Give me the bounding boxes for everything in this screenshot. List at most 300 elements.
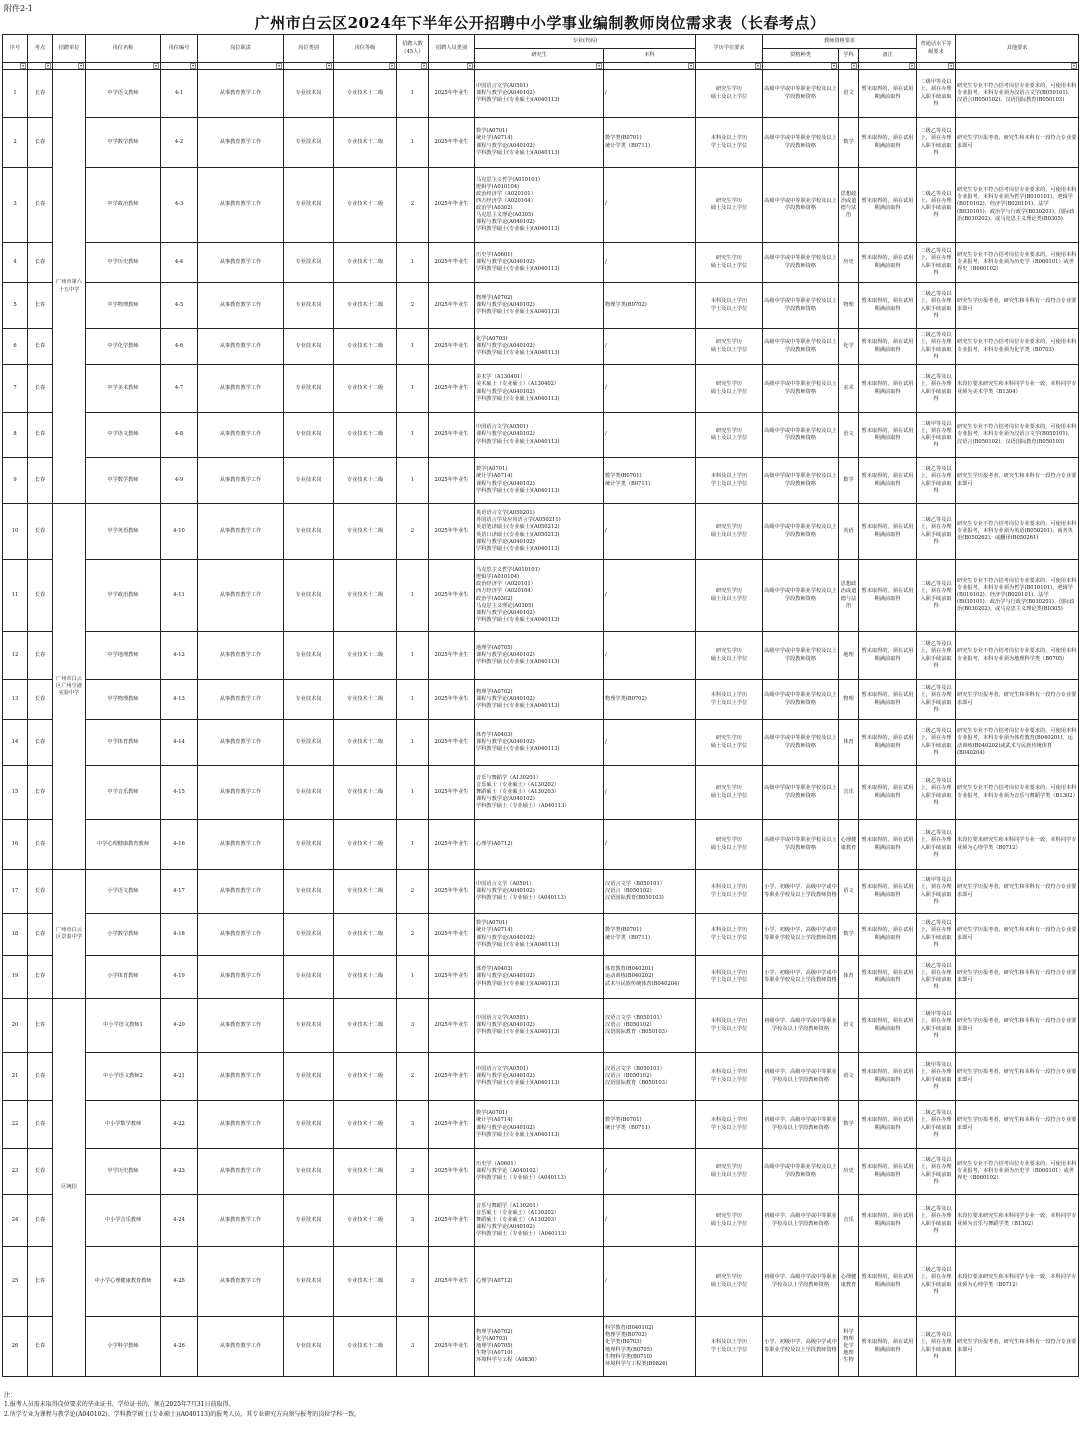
table-row	[3, 1195, 1079, 1247]
post-code: 4-13	[161, 680, 198, 720]
post-code: 4-6	[161, 329, 198, 365]
post-grade: 专业技术十二级	[334, 413, 397, 458]
exam-site: 长春	[28, 720, 53, 766]
mandarin-level: 二级乙等及以上，须在办理入职手续前取得	[917, 1247, 956, 1317]
hire-count: 2	[397, 870, 429, 914]
filter-dropdown-icon[interactable]: ▾	[689, 63, 692, 68]
footnotes	[4, 1391, 360, 1419]
qualification-remarks: 暂未取得的，须在试用期满前取得	[859, 1317, 917, 1377]
qualification-type: 高级中学或中等职业学校及以上学段教师资格	[763, 168, 839, 243]
education-requirement: 研究生学历 硕士及以上学位	[696, 632, 763, 680]
header-unit: 招聘单位	[53, 35, 86, 63]
post-type: 专业技术岗	[284, 1317, 334, 1377]
undergraduate-majors: /	[604, 766, 696, 820]
graduate-majors: 物理学(A0702) 课程与教学论(A040102) 学科教学硕士(专业硕士)(A040113)	[475, 680, 604, 720]
post-type: 专业技术岗	[284, 956, 334, 999]
row-number: 19	[3, 956, 28, 999]
post-duty: 从事教育教学工作	[198, 118, 284, 168]
post-duty: 从事教育教学工作	[198, 168, 284, 243]
hire-count: 1	[397, 560, 429, 632]
filter-dropdown-icon[interactable]: ▾	[422, 63, 425, 68]
table-row	[3, 118, 1079, 168]
footnote: 注：	[4, 1392, 17, 1399]
row-number: 17	[3, 870, 28, 914]
row-number: 16	[3, 820, 28, 870]
post-name: 小学语文教师	[86, 870, 161, 914]
graduate-majors: 数学(A0701) 统计学(A0714) 课程与教学论(A040102) 学科教学硕士(专业硕士)(A040113)	[475, 458, 604, 504]
qualification-type: 小学、初级中学、高级中学或中等职业学校及以上学段教师资格	[763, 956, 839, 999]
post-type: 专业技术岗	[284, 118, 334, 168]
other-requirements: 未段位要求研究生和本科同学专业一致，本科同学专业须为音乐与舞蹈学类（B1302）	[956, 1195, 1079, 1247]
undergraduate-majors: 物理学类(B0702)	[604, 283, 696, 329]
header-qualification-type: 资格种类	[763, 49, 839, 63]
undergraduate-majors: /	[604, 1195, 696, 1247]
post-grade: 专业技术十二级	[334, 1317, 397, 1377]
row-number: 25	[3, 1247, 28, 1317]
qualification-subject: 思想政治或道德与法治	[839, 168, 859, 243]
filter-dropdown-icon[interactable]: ▾	[756, 63, 759, 68]
post-grade: 专业技术十二级	[334, 632, 397, 680]
qualification-subject: 体育	[839, 720, 859, 766]
filter-cell	[334, 63, 397, 70]
mandarin-level: 二级乙等及以上，须在办理入职手续前取得	[917, 820, 956, 870]
other-requirements: 研究生专业不符合招考岗位专业要求的，可使用本科专业报考，本科专业须为地理科学类（B0705）	[956, 632, 1079, 680]
hire-category: 2025年毕业生	[429, 720, 475, 766]
filter-dropdown-icon[interactable]: ▾	[468, 63, 471, 68]
hire-count: 2	[397, 504, 429, 560]
hire-category: 2025年毕业生	[429, 870, 475, 914]
qualification-subject: 历史	[839, 1149, 859, 1195]
row-number: 14	[3, 720, 28, 766]
post-grade: 专业技术十二级	[334, 365, 397, 413]
post-grade: 专业技术十二级	[334, 1149, 397, 1195]
page-title: 广州市白云区2024年下半年公开招聘中小学事业编制教师岗位需求表（长春考点）	[254, 14, 826, 32]
other-requirements: 未段位要求研究生和本科同学专业一致，本科同学专业须为美术学类（B1304）	[956, 365, 1079, 413]
post-duty: 从事教育教学工作	[198, 870, 284, 914]
post-name: 中学物理教师	[86, 283, 161, 329]
other-requirements: 研究生学历报考者，研究生和本科有一段符合专业要求即可	[956, 999, 1079, 1053]
qualification-remarks: 暂未取得的，须在试用期满前取得	[859, 632, 917, 680]
post-code: 4-10	[161, 504, 198, 560]
other-requirements: 研究生专业不符合招考岗位专业要求的，可使用本科专业报考，本科专业须为体育教育(B040201)、运动训练(B040202)或武术与民族传统体育(B040204)	[956, 720, 1079, 766]
mandarin-level: 二级乙等及以上，须在办理入职手续前取得	[917, 956, 956, 999]
table-row	[3, 70, 1079, 118]
post-grade: 专业技术十二级	[334, 820, 397, 870]
filter-dropdown-icon[interactable]: ▾	[1073, 63, 1076, 68]
hire-count: 1	[397, 956, 429, 999]
header-major: 专业(代码)	[475, 35, 696, 49]
post-duty: 从事教育教学工作	[198, 680, 284, 720]
mandarin-level: 二级乙等及以上，须在办理入职手续前取得	[917, 1195, 956, 1247]
post-type: 专业技术岗	[284, 365, 334, 413]
graduate-majors: 历史学（A0601） 课程与教学论（A040102） 学科教学硕士（专业硕士）(A040113)	[475, 1149, 604, 1195]
hire-count: 3	[397, 999, 429, 1053]
hire-category: 2025年毕业生	[429, 243, 475, 283]
post-code: 4-25	[161, 1247, 198, 1317]
post-type: 专业技术岗	[284, 999, 334, 1053]
graduate-majors: 英语语言文学(A050201) 外国语言学及应用语言学(A050211) 英语笔译硕士(专业硕士)(A050212) 英语口译硕士(专业硕士)(A050213) 课程与教学论(A040102) 学科教学硕士(专业硕士)(A040113)	[475, 504, 604, 560]
table-row	[3, 720, 1079, 766]
hire-count: 2	[397, 1053, 429, 1101]
filter-dropdown-icon[interactable]: ▾	[191, 63, 194, 68]
post-name: 中学政治教师	[86, 168, 161, 243]
post-type: 专业技术岗	[284, 1053, 334, 1101]
filter-dropdown-icon[interactable]: ▾	[390, 63, 393, 68]
filter-dropdown-icon[interactable]: ▾	[327, 63, 330, 68]
post-grade: 专业技术十二级	[334, 1053, 397, 1101]
education-requirement: 研究生学历 硕士及以上学位	[696, 1149, 763, 1195]
exam-site: 长春	[28, 1317, 53, 1377]
table-row	[3, 1053, 1079, 1101]
post-duty: 从事教育教学工作	[198, 560, 284, 632]
hire-count: 3	[397, 1195, 429, 1247]
hire-count: 1	[397, 766, 429, 820]
post-type: 专业技术岗	[284, 458, 334, 504]
graduate-majors: 美术学（A130401） 美术硕士（专业硕士）（A130402） 课程与教学论(A040102) 学科教学硕士(专业硕士)(A040113)	[475, 365, 604, 413]
filter-cell	[397, 63, 429, 70]
graduate-majors: 心理学(A0712)	[475, 820, 604, 870]
graduate-majors: 体育学(A0403) 课程与教学论(A040102) 学科教学硕士(专业硕士)(A040113)	[475, 956, 604, 999]
post-code: 4-4	[161, 243, 198, 283]
table-row	[3, 329, 1079, 365]
other-requirements: 研究生专业不符合招考岗位专业要求的，可使用本科专业报考，本科专业须为历史学（B060101）或世界史（B060102）	[956, 1149, 1079, 1195]
filter-cell	[475, 63, 604, 70]
hire-count: 1	[397, 720, 429, 766]
qualification-remarks: 暂未取得的，须在试用期满前取得	[859, 413, 917, 458]
other-requirements: 未段位要求研究生和本科同学专业一致，本科同学专业须为心理学类（B0712）	[956, 1247, 1079, 1317]
education-requirement: 本科及以上学历 学士及以上学位	[696, 283, 763, 329]
mandarin-level: 二级乙等及以上，须在办理入职手续前取得	[917, 1149, 956, 1195]
qualification-subject: 心理健康教育	[839, 1247, 859, 1317]
hire-count: 1	[397, 413, 429, 458]
qualification-type: 初级中学、高级中学或中等职业学校及以上学段教师资格	[763, 1053, 839, 1101]
qualification-type: 高级中学或中等职业学校及以上学段教师资格	[763, 329, 839, 365]
other-requirements: 研究生学历报考者，研究生和本科有一段符合专业要求即可	[956, 283, 1079, 329]
post-name: 中学历史教师	[86, 1149, 161, 1195]
post-grade: 专业技术十二级	[334, 329, 397, 365]
post-duty: 从事教育教学工作	[198, 1247, 284, 1317]
qualification-remarks: 暂未取得的，须在试用期满前取得	[859, 243, 917, 283]
post-code: 4-23	[161, 1149, 198, 1195]
row-number: 12	[3, 632, 28, 680]
qualification-type: 初级中学、高级中学或中等职业学校及以上学段教师资格	[763, 1195, 839, 1247]
filter-dropdown-icon[interactable]: ▾	[911, 63, 914, 68]
post-name: 中小学心理健康教育教师	[86, 1247, 161, 1317]
qualification-type: 高级中学或中等职业学校及以上学段教师资格	[763, 365, 839, 413]
header-edu: 学历学位要求	[696, 35, 763, 63]
post-duty: 从事教育教学工作	[198, 413, 284, 458]
qualification-type: 高级中学或中等职业学校及以上学段教师资格	[763, 458, 839, 504]
qualification-type: 小学、初级中学、高级中学或中等职业学校及以上学段教师资格	[763, 1317, 839, 1377]
post-type: 专业技术岗	[284, 1247, 334, 1317]
education-requirement: 研究生学历 硕士及以上学位	[696, 70, 763, 118]
qualification-subject: 化学	[839, 329, 859, 365]
post-name: 中学英语教师	[86, 504, 161, 560]
qualification-remarks: 暂未取得的，须在试用期满前取得	[859, 1195, 917, 1247]
post-grade: 专业技术十二级	[334, 914, 397, 956]
exam-site: 长春	[28, 283, 53, 329]
exam-site: 长春	[28, 365, 53, 413]
qualification-subject: 语文	[839, 413, 859, 458]
footnote: 2.所学专业为课程与教学论(A040102)、学科教学硕士(专业硕士)(A040113)的报考人员，其专业研究方向须与报考的岗位学科一致。	[4, 1410, 361, 1418]
undergraduate-majors: 汉语言文学（B050101） 汉语言（B050102） 汉语国际教育（B050103）	[604, 1053, 696, 1101]
table-row	[3, 999, 1079, 1053]
exam-site: 长春	[28, 956, 53, 999]
exam-site: 长春	[28, 680, 53, 720]
post-code: 4-11	[161, 560, 198, 632]
education-requirement: 本科及以上学历 学士及以上学位	[696, 1317, 763, 1377]
mandarin-level: 二级甲等及以上，须在办理入职手续前取得	[917, 870, 956, 914]
filter-dropdown-icon[interactable]: ▾	[21, 63, 24, 68]
qualification-remarks: 暂未取得的，须在试用期满前取得	[859, 1149, 917, 1195]
post-type: 专业技术岗	[284, 914, 334, 956]
post-code: 4-1	[161, 70, 198, 118]
filter-cell	[429, 63, 475, 70]
qualification-remarks: 暂未取得的，须在试用期满前取得	[859, 365, 917, 413]
qualification-remarks: 暂未取得的，须在试用期满前取得	[859, 870, 917, 914]
mandarin-level: 二级乙等及以上，须在办理入职手续前取得	[917, 168, 956, 243]
table-row	[3, 168, 1079, 243]
post-grade: 专业技术十二级	[334, 283, 397, 329]
post-name: 中学物理教师	[86, 680, 161, 720]
qualification-remarks: 暂未取得的，须在试用期满前取得	[859, 999, 917, 1053]
table-row	[3, 413, 1079, 458]
exam-site: 长春	[28, 560, 53, 632]
header-other: 其他要求	[956, 35, 1079, 63]
education-requirement: 研究生学历 硕士及以上学位	[696, 329, 763, 365]
qualification-remarks: 暂未取得的，须在试用期满前取得	[859, 70, 917, 118]
education-requirement: 本科及以上学历 学士及以上学位	[696, 956, 763, 999]
filter-dropdown-icon[interactable]: ▾	[852, 63, 855, 68]
filter-dropdown-icon[interactable]: ▾	[277, 63, 280, 68]
table-row	[3, 632, 1079, 680]
qualification-subject: 数学	[839, 1101, 859, 1149]
post-code: 4-5	[161, 283, 198, 329]
row-number: 9	[3, 458, 28, 504]
post-grade: 专业技术十二级	[334, 720, 397, 766]
row-number: 4	[3, 243, 28, 283]
table-row	[3, 956, 1079, 999]
hire-category: 2025年毕业生	[429, 914, 475, 956]
post-grade: 专业技术十二级	[334, 118, 397, 168]
post-duty: 从事教育教学工作	[198, 820, 284, 870]
hire-count: 1	[397, 820, 429, 870]
education-requirement: 研究生学历 硕士及以上学位	[696, 560, 763, 632]
other-requirements: 研究生专业不符合招考岗位专业要求的，可使用本科专业报考，本科专业须为汉语言文学(B050101)、汉语言(B050102)、汉语国际教育(B050103)	[956, 413, 1079, 458]
qualification-type: 小学、初级中学、高级中学或中等职业学校及以上学段教师资格	[763, 914, 839, 956]
hire-count: 1	[397, 243, 429, 283]
post-name: 中小学音乐教师	[86, 1195, 161, 1247]
other-requirements: 研究生专业不符合招考岗位专业要求的，可使用本科专业报考，本科专业须为化学类（B0703)	[956, 329, 1079, 365]
post-duty: 从事教育教学工作	[198, 458, 284, 504]
filter-dropdown-icon[interactable]: ▾	[79, 63, 82, 68]
filter-dropdown-icon[interactable]: ▾	[832, 63, 835, 68]
mandarin-level: 二级乙等及以上，须在办理入职手续前取得	[917, 632, 956, 680]
post-code: 4-17	[161, 870, 198, 914]
row-number: 21	[3, 1053, 28, 1101]
table-row	[3, 680, 1079, 720]
post-code: 4-7	[161, 365, 198, 413]
other-requirements: 未段位要求研究生和本科同学专业一致，本科同学专业须为心理学类（B0712）	[956, 820, 1079, 870]
qualification-type: 高级中学或中等职业学校及以上学段教师资格	[763, 560, 839, 632]
row-number: 6	[3, 329, 28, 365]
table-row	[3, 766, 1079, 820]
post-code: 4-21	[161, 1053, 198, 1101]
filter-cell	[763, 63, 839, 70]
qualification-subject: 数学	[839, 118, 859, 168]
qualification-subject: 物理	[839, 680, 859, 720]
education-requirement: 本科及以上学历 学士及以上学位	[696, 118, 763, 168]
post-duty: 从事教育教学工作	[198, 283, 284, 329]
table-row	[3, 243, 1079, 283]
education-requirement: 本科及以上学历 学士及以上学位	[696, 458, 763, 504]
post-duty: 从事教育教学工作	[198, 1195, 284, 1247]
post-duty: 从事教育教学工作	[198, 632, 284, 680]
mandarin-level: 二级乙等及以上，须在办理入职手续前取得	[917, 720, 956, 766]
undergraduate-majors: /	[604, 1247, 696, 1317]
qualification-type: 高级中学或中等职业学校及以上学段教师资格	[763, 243, 839, 283]
graduate-majors: 中国语言文学（A0501） 课程与教学论(A040102) 学科教学硕士（专业硕士）(A040113)	[475, 870, 604, 914]
hire-category: 2025年毕业生	[429, 1317, 475, 1377]
post-name: 中学心理健康教育教师	[86, 820, 161, 870]
post-type: 专业技术岗	[284, 870, 334, 914]
filter-cell	[956, 63, 1079, 70]
filter-dropdown-icon[interactable]: ▾	[950, 63, 953, 68]
table-row	[3, 820, 1079, 870]
filter-cell	[284, 63, 334, 70]
hire-category: 2025年毕业生	[429, 365, 475, 413]
header-code: 岗位编号	[161, 35, 198, 63]
post-code: 4-26	[161, 1317, 198, 1377]
filter-cell	[917, 63, 956, 70]
row-number: 13	[3, 680, 28, 720]
other-requirements: 研究生学历报考者，研究生和本科有一段符合专业要求即可	[956, 118, 1079, 168]
undergraduate-majors: 数学类(B0701) 统计学类（B0711)	[604, 118, 696, 168]
qualification-type: 高级中学或中等职业学校及以上学段教师资格	[763, 283, 839, 329]
post-type: 专业技术岗	[284, 283, 334, 329]
mandarin-level: 二级乙等及以上，须在办理入职手续前取得	[917, 680, 956, 720]
filter-dropdown-icon[interactable]: ▾	[154, 63, 157, 68]
mandarin-level: 二级甲等及以上，须在办理入职手续前取得	[917, 70, 956, 118]
education-requirement: 研究生学历 硕士及以上学位	[696, 365, 763, 413]
qualification-subject: 历史	[839, 243, 859, 283]
qualification-remarks: 暂未取得的，须在试用期满前取得	[859, 458, 917, 504]
undergraduate-majors: /	[604, 70, 696, 118]
table-row	[3, 458, 1079, 504]
education-requirement: 本科及以上学历 学士及以上学位	[696, 870, 763, 914]
undergraduate-majors: /	[604, 365, 696, 413]
graduate-majors: 心理学(A0712)	[475, 1247, 604, 1317]
hire-count: 1	[397, 70, 429, 118]
post-grade: 专业技术十二级	[334, 168, 397, 243]
row-number: 1	[3, 70, 28, 118]
hire-category: 2025年毕业生	[429, 413, 475, 458]
hire-category: 2025年毕业生	[429, 999, 475, 1053]
hire-count: 1	[397, 680, 429, 720]
post-grade: 专业技术十二级	[334, 504, 397, 560]
header-subject: 学科	[839, 49, 859, 63]
other-requirements: 研究生专业不符合招考岗位专业要求的，可使用本科专业报考，本科专业须为哲学(B010101)、逻辑学(B010102)、经济学(B020101)、法学(B030101)、政治学与行政学(B030201)、国际政治(B030202)、或马克思主义理论类(B0305)	[956, 168, 1079, 243]
undergraduate-majors: 数学类(B0701) 统计学类（B0711)	[604, 914, 696, 956]
graduate-majors: 音乐与舞蹈学（A130201） 音乐硕士（专业硕士）（A130202） 舞蹈硕士（专业硕士）（A130203） 课程与教学论(A040102) 学科教学硕士（专业硕士）（A040113）	[475, 766, 604, 820]
qualification-remarks: 暂未取得的，须在试用期满前取得	[859, 560, 917, 632]
mandarin-level: 二级乙等及以上，须在办理入职手续前取得	[917, 365, 956, 413]
undergraduate-majors: /	[604, 632, 696, 680]
undergraduate-majors: /	[604, 1149, 696, 1195]
filter-dropdown-icon[interactable]: ▾	[597, 63, 600, 68]
hire-category: 2025年毕业生	[429, 1053, 475, 1101]
post-duty: 从事教育教学工作	[198, 999, 284, 1053]
graduate-majors: 中国语言文学(A0501) 课程与教学论(A040102) 学科教学硕士(专业硕士)(A040113)	[475, 413, 604, 458]
post-name: 中学数学教师	[86, 118, 161, 168]
exam-site: 长春	[28, 168, 53, 243]
mandarin-level: 二级乙等及以上，须在办理入职手续前取得	[917, 329, 956, 365]
qualification-type: 高级中学或中等职业学校及以上学段教师资格	[763, 766, 839, 820]
post-grade: 专业技术十二级	[334, 458, 397, 504]
undergraduate-majors: /	[604, 560, 696, 632]
undergraduate-majors: 汉语言文学（B050101） 汉语言（B050102） 汉语国际教育（B050103）	[604, 999, 696, 1053]
row-number: 24	[3, 1195, 28, 1247]
post-grade: 专业技术十二级	[334, 956, 397, 999]
post-name: 中学音乐教师	[86, 766, 161, 820]
table-row	[3, 365, 1079, 413]
exam-site: 长春	[28, 413, 53, 458]
mandarin-level: 二级甲等及以上，须在办理入职手续前取得	[917, 1053, 956, 1101]
qualification-remarks: 暂未取得的，须在试用期满前取得	[859, 956, 917, 999]
table-row	[3, 560, 1079, 632]
post-type: 专业技术岗	[284, 243, 334, 283]
qualification-subject: 体育	[839, 956, 859, 999]
table-row	[3, 504, 1079, 560]
education-requirement: 研究生学历 硕士及以上学位	[696, 168, 763, 243]
post-code: 4-24	[161, 1195, 198, 1247]
exam-site: 长春	[28, 999, 53, 1053]
qualification-type: 高级中学或中等职业学校及以上学段教师资格	[763, 1149, 839, 1195]
post-type: 专业技术岗	[284, 413, 334, 458]
exam-site: 长春	[28, 632, 53, 680]
post-duty: 从事教育教学工作	[198, 70, 284, 118]
post-grade: 专业技术十二级	[334, 1101, 397, 1149]
filter-dropdown-icon[interactable]: ▾	[46, 63, 49, 68]
other-requirements: 研究生学历报考者，研究生和本科有一段符合专业要求即可	[956, 1317, 1079, 1377]
qualification-type: 初级中学、高级中学或中等职业学校及以上学段教师资格	[763, 1101, 839, 1149]
education-requirement: 本科及以上学历 学士及以上学位	[696, 999, 763, 1053]
row-number: 10	[3, 504, 28, 560]
exam-site: 长春	[28, 1053, 53, 1101]
undergraduate-majors: /	[604, 168, 696, 243]
graduate-majors: 数学(A0701) 统计学(A0714) 课程与教学论(A040102) 学科教学硕士(专业硕士)(A040113)	[475, 914, 604, 956]
post-name: 中学美术教师	[86, 365, 161, 413]
hire-category: 2025年毕业生	[429, 329, 475, 365]
post-code: 4-19	[161, 956, 198, 999]
graduate-majors: 物理学(A0702) 课程与教学论(A040102) 学科教学硕士(专业硕士)(A040113)	[475, 283, 604, 329]
hire-category: 2025年毕业生	[429, 168, 475, 243]
hire-count: 3	[397, 1317, 429, 1377]
exam-site: 长春	[28, 329, 53, 365]
qualification-remarks: 暂未取得的，须在试用期满前取得	[859, 1101, 917, 1149]
post-duty: 从事教育教学工作	[198, 914, 284, 956]
row-number: 11	[3, 560, 28, 632]
qualification-subject: 物理	[839, 283, 859, 329]
mandarin-level: 二级乙等及以上，须在办理入职手续前取得	[917, 283, 956, 329]
other-requirements: 研究生学历报考者，研究生和本科有一段符合专业要求即可	[956, 680, 1079, 720]
table-row	[3, 1317, 1079, 1377]
exam-site: 长春	[28, 1101, 53, 1149]
header-undergraduate: 本科	[604, 49, 696, 63]
qualification-type: 小学、初级中学、高级中学或中等职业学校及以上学段教师资格	[763, 870, 839, 914]
exam-site: 长春	[28, 1247, 53, 1317]
post-type: 专业技术岗	[284, 1149, 334, 1195]
